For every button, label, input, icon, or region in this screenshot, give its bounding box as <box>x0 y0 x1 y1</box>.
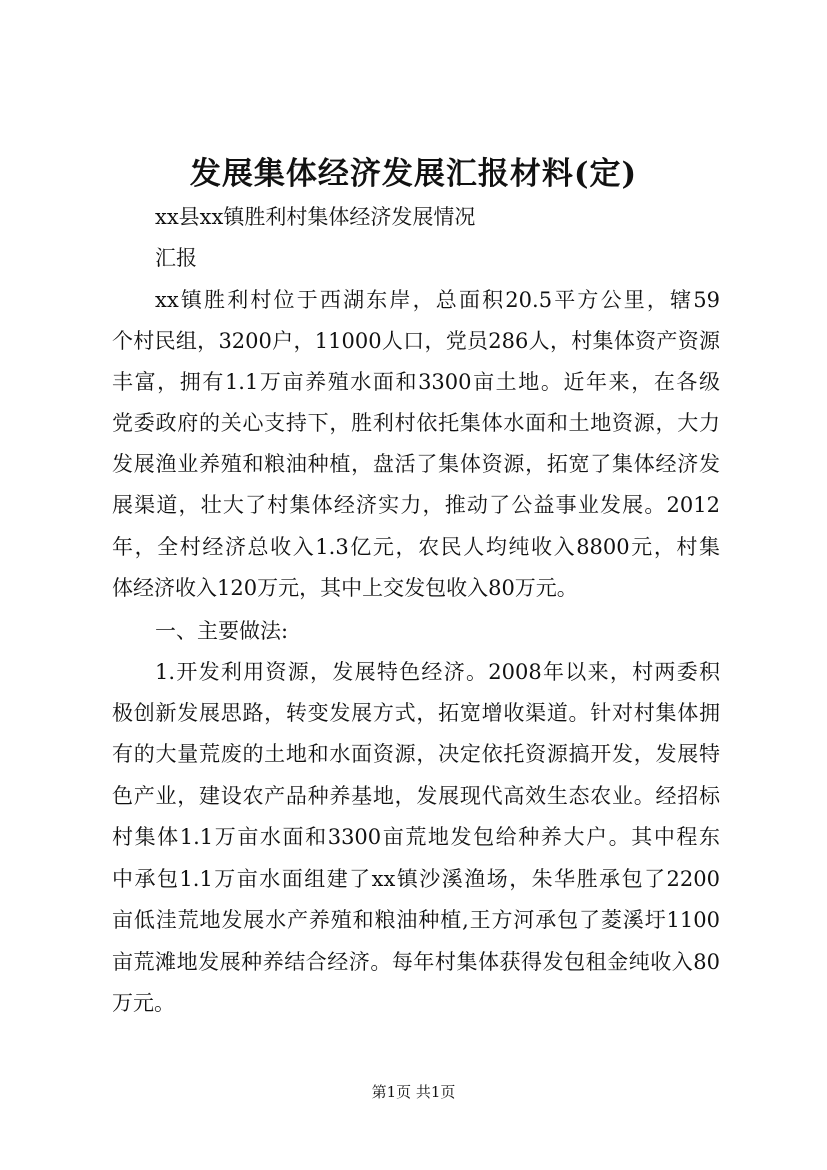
text-line: 党委政府的关心支持下，胜利村依托集体水面和土地资源，大力 <box>112 411 720 435</box>
text-line: 中承包1.1万亩水面组建了xx镇沙溪渔场，朱华胜承包了2200 <box>112 867 720 891</box>
text-line: 1.开发利用资源，发展特色经济。2008年以来，村两委积 <box>155 660 720 684</box>
text-line: 个村民组，3200户，11000人口，党员286人，村集体资产资源 <box>112 329 720 353</box>
text-line: 体经济收入120万元，其中上交发包收入80万元。 <box>112 576 578 600</box>
page-footer: 第1页 共1页 <box>371 1083 456 1101</box>
text-line: 丰富，拥有1.1万亩养殖水面和3300亩土地。近年来，在各级 <box>112 370 720 394</box>
text-line: xx镇胜利村位于西湖东岸，总面积20.5平方公里，辖59 <box>155 288 720 312</box>
text-line: 极创新发展思路，转变发展方式，拓宽增收渠道。针对村集体拥 <box>112 701 720 725</box>
section-heading: 一、主要做法: <box>155 619 289 643</box>
text-line: 万元。 <box>112 991 175 1015</box>
text-line: 村集体1.1万亩水面和3300亩荒地发包给种养大户。其中程东 <box>112 825 720 849</box>
subtitle-line: xx县xx镇胜利村集体经济发展情况 <box>155 205 476 229</box>
text-line: 亩低洼荒地发展水产养殖和粮油种植,王方河承包了菱溪圩1100 <box>112 908 720 932</box>
text-line: 发展渔业养殖和粮油种植，盘活了集体资源，拓宽了集体经济发 <box>112 452 720 476</box>
text-line: 色产业，建设农产品种养基地，发展现代高效生态农业。经招标 <box>112 784 720 808</box>
text-line: 亩荒滩地发展种养结合经济。每年村集体获得发包租金纯收入80 <box>112 950 720 974</box>
text-line: 年，全村经济总收入1.3亿元，农民人均纯收入8800元，村集 <box>112 535 720 559</box>
document-title: 发展集体经济发展汇报材料(定) <box>189 156 638 192</box>
text-line: 有的大量荒废的土地和水面资源，决定依托资源搞开发，发展特 <box>112 742 720 766</box>
text-line: 展渠道，壮大了村集体经济实力，推动了公益事业发展。2012 <box>112 493 720 517</box>
subtitle-line: 汇报 <box>155 246 197 270</box>
